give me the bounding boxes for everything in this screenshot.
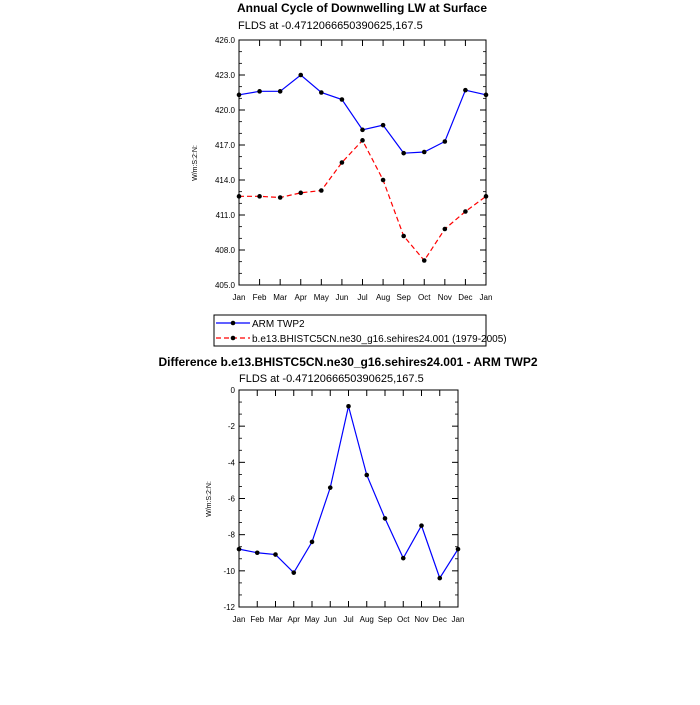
chart2-ytick-label: -10 bbox=[223, 566, 235, 576]
chart2-ytick-label: -8 bbox=[227, 530, 235, 540]
chart2-ytick-label: -12 bbox=[223, 603, 235, 612]
chart1-series-0-point bbox=[463, 88, 468, 93]
legend-entry-arm-twp2 bbox=[216, 319, 305, 330]
chart1-series-0-point bbox=[401, 151, 406, 156]
chart1-series-0-point bbox=[319, 90, 324, 95]
chart1-xtick-label: Jan bbox=[479, 293, 493, 302]
chart2-ytick-label: 0 bbox=[230, 386, 235, 395]
chart2-ytick-label: -2 bbox=[227, 422, 235, 432]
chart2-xtick-label: Mar bbox=[268, 615, 283, 624]
chart2-series-0-point bbox=[310, 540, 315, 545]
chart2-xtick-label: Apr bbox=[287, 615, 300, 624]
chart1-series-1-point bbox=[340, 160, 345, 165]
chart1-xtick-label: Jan bbox=[232, 293, 246, 302]
legend-marker-arm-twp2 bbox=[231, 321, 236, 326]
chart2-series-0-point bbox=[346, 404, 351, 409]
chart2-series-0-point bbox=[419, 523, 424, 528]
chart2-series-0-point bbox=[401, 556, 406, 561]
chart1-series-0-point bbox=[340, 97, 345, 102]
chart1-series-0-point bbox=[484, 93, 489, 98]
chart1-series-1-point bbox=[443, 227, 448, 232]
chart1-xtick-label: Aug bbox=[375, 293, 391, 302]
chart1-series-1-point bbox=[360, 138, 365, 143]
legend-entry-model bbox=[216, 334, 507, 345]
chart1-series-1-point bbox=[401, 234, 406, 239]
chart1-frame bbox=[239, 40, 486, 285]
chart1-series-1-point bbox=[278, 195, 283, 200]
chart2-xtick-label: Jun bbox=[323, 615, 337, 624]
chart2-xtick-label: Sep bbox=[377, 615, 393, 624]
chart1-ytick-label: 408.0 bbox=[214, 246, 235, 255]
chart1-series-1-line bbox=[239, 140, 486, 260]
legend-label-arm-twp2: ARM TWP2 bbox=[252, 319, 305, 330]
chart2-series-0-point bbox=[364, 473, 369, 478]
chart1-series-0-point bbox=[237, 93, 242, 98]
chart2-series-0-point bbox=[456, 547, 461, 552]
chart2-xtick-label: May bbox=[304, 615, 320, 624]
chart1-ylabel: W/m:S:2:N: bbox=[192, 145, 199, 181]
chart2-plot bbox=[223, 386, 464, 624]
chart1-series-1-point bbox=[257, 194, 262, 199]
chart2-xtick-label: Jul bbox=[343, 615, 354, 624]
chart2-xtick-label: Jan bbox=[232, 615, 246, 624]
chart1-series-1-point bbox=[422, 258, 427, 263]
chart2-series-0-point bbox=[255, 550, 260, 555]
chart1-series-1-point bbox=[298, 191, 303, 196]
chart2-ytick-label: -6 bbox=[227, 494, 235, 504]
legend-label-model: b.e13.BHISTC5CN.ne30_g16.sehires24.001 (1979-2005) bbox=[252, 334, 507, 345]
chart1-series-0-point bbox=[298, 73, 303, 78]
chart1-xtick-label: Feb bbox=[252, 293, 267, 302]
chart1-series-0-point bbox=[443, 139, 448, 144]
chart2-xtick-label: Oct bbox=[397, 615, 410, 624]
chart1-series-0-point bbox=[278, 89, 283, 94]
chart1-series-0-point bbox=[381, 123, 386, 128]
chart2-series-0-point bbox=[273, 552, 278, 557]
chart2-xtick-label: Dec bbox=[432, 615, 447, 624]
chart2-frame bbox=[239, 390, 458, 607]
chart2-xtick-label: Nov bbox=[414, 615, 429, 624]
chart2-series-0-point bbox=[328, 485, 333, 490]
chart1-legend bbox=[214, 315, 507, 346]
chart1-series-1-point bbox=[237, 194, 242, 199]
chart1-xtick-label: Sep bbox=[396, 293, 411, 302]
chart2-series-0-line bbox=[239, 406, 458, 578]
chart1-series-1-point bbox=[484, 194, 489, 199]
chart2-xtick-label: Feb bbox=[250, 615, 265, 624]
chart1-title: Annual Cycle of Downwelling LW at Surface bbox=[236, 1, 488, 15]
chart1-ytick-label: 411.0 bbox=[215, 211, 235, 220]
chart2-series-0-point bbox=[237, 547, 242, 552]
chart2-series-0-point bbox=[383, 516, 388, 521]
chart1-series-1-point bbox=[463, 209, 468, 214]
chart2-subtitle: FLDS at -0.4712066650390625,167.5 bbox=[239, 373, 424, 385]
legend-marker-model bbox=[231, 336, 236, 341]
chart1-xtick-label: Oct bbox=[418, 293, 431, 302]
chart2-series-0-point bbox=[291, 570, 296, 575]
chart1-ytick-label: 414.0 bbox=[214, 176, 235, 185]
chart2-ylabel: W/m:S:2:N: bbox=[206, 481, 213, 517]
chart2-series-0-point bbox=[437, 576, 442, 581]
chart1-plot bbox=[215, 36, 492, 302]
chart2-title: Difference b.e13.BHISTC5CN.ne30_g16.sehires24.001 - ARM TWP2 bbox=[158, 355, 538, 369]
chart1-ytick-label: 426.0 bbox=[214, 36, 235, 45]
chart1-ytick-label: 417.0 bbox=[214, 141, 235, 150]
chart1-series-0-point bbox=[360, 128, 365, 133]
chart1-subtitle: FLDS at -0.4712066650390625,167.5 bbox=[238, 20, 423, 32]
chart1-ytick-label: 420.0 bbox=[214, 106, 235, 115]
chart1-series-0-point bbox=[422, 150, 427, 155]
chart1-series-1-point bbox=[381, 178, 386, 183]
chart1-ytick-label: 423.0 bbox=[214, 71, 235, 80]
chart1-xtick-label: Jul bbox=[357, 293, 368, 302]
chart1-xtick-label: Nov bbox=[437, 293, 452, 302]
chart1-xtick-label: Apr bbox=[294, 293, 307, 302]
chart1-xtick-label: Mar bbox=[273, 293, 288, 302]
chart2-ytick-label: -4 bbox=[227, 458, 235, 468]
chart2-xtick-label: Jan bbox=[451, 615, 465, 624]
chart1-series-0-point bbox=[257, 89, 262, 94]
chart1-series-1-point bbox=[319, 188, 324, 193]
chart2-xtick-label: Aug bbox=[359, 615, 374, 624]
chart1-ytick-label: 405.0 bbox=[214, 281, 235, 290]
chart1-xtick-label: May bbox=[313, 293, 329, 302]
chart1-xtick-label: Jun bbox=[335, 293, 349, 302]
chart1-xtick-label: Dec bbox=[458, 293, 473, 302]
